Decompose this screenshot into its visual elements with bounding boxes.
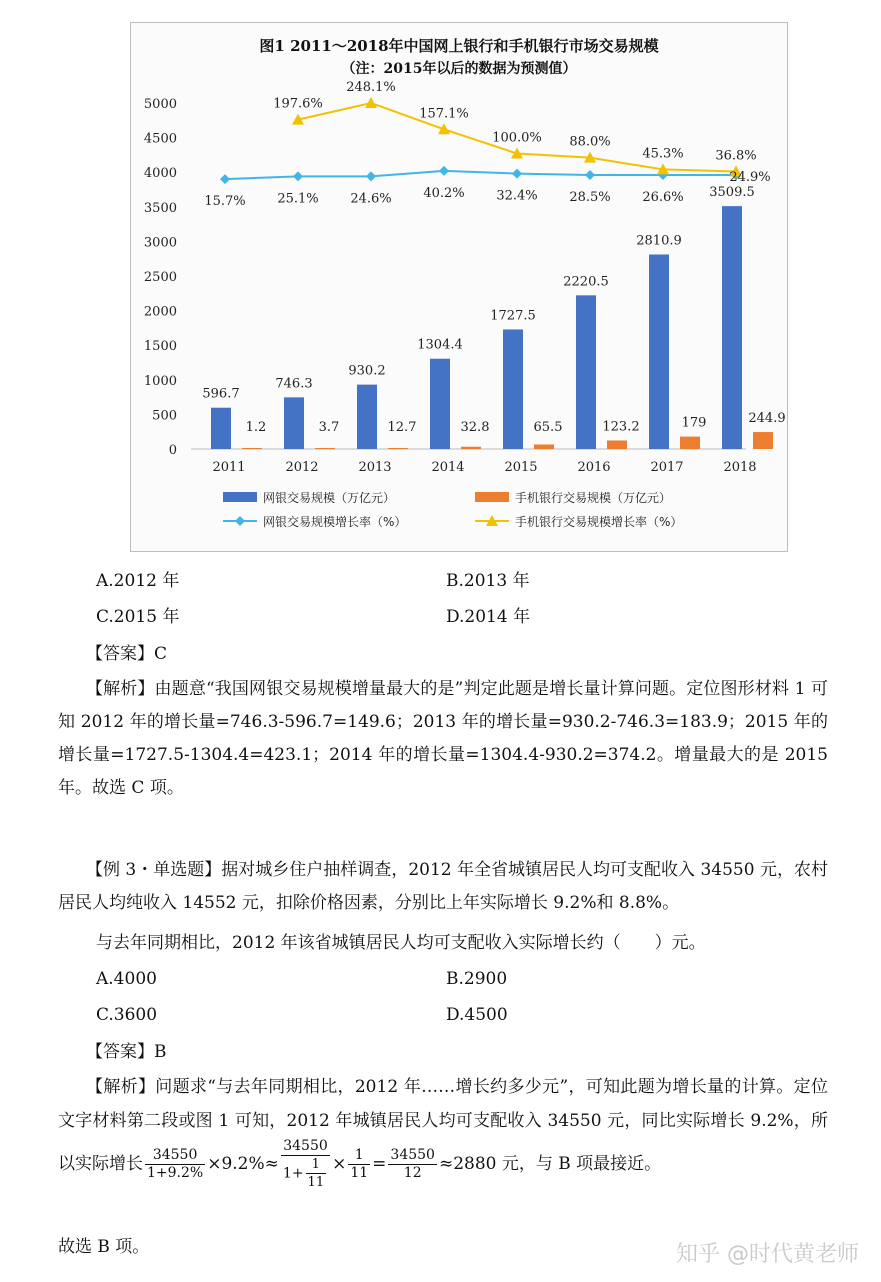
bar-mobile-label: 3.7 xyxy=(318,420,340,435)
bar-net-label: 930.2 xyxy=(348,363,386,379)
bar-net-label: 2220.5 xyxy=(563,274,609,290)
chart-figure xyxy=(130,22,788,552)
legend-label: 手机银行交易规模（万亿元） xyxy=(515,491,672,505)
bar-mobile-2011 xyxy=(242,448,262,449)
q3-option-d: D.4500 xyxy=(446,1005,508,1025)
bar-mobile-2017 xyxy=(680,437,700,449)
x-tick-label: 2018 xyxy=(723,460,757,475)
bar-mobile-2016 xyxy=(607,440,627,449)
q3-analysis-label: 【解析】 xyxy=(86,1077,156,1097)
x-tick-label: 2017 xyxy=(650,460,684,475)
line-net-growth-point xyxy=(585,170,595,180)
mobile-growth-label: 157.1% xyxy=(419,106,469,122)
line-net-growth-point xyxy=(512,169,522,179)
net-growth-label: 24.6% xyxy=(350,191,392,207)
bar-net-2016 xyxy=(576,295,596,449)
q2-option-b: B.2013 年 xyxy=(446,571,530,591)
chart-subtitle: （注：2015年以后的数据为预测值） xyxy=(341,61,577,77)
net-growth-label: 32.4% xyxy=(496,188,538,204)
y-tick-label: 3500 xyxy=(143,200,177,216)
bar-mobile-label: 65.5 xyxy=(533,420,563,435)
x-tick-label: 2014 xyxy=(431,460,465,475)
y-tick-label: 1000 xyxy=(143,373,177,389)
q2-analysis-text: 由题意“我国网银交易规模增量最大的是”判定此题是增长量计算问题。定位图形材料 1 可知 2012 年的增长量=746.3-596.7=149.6；2013 年的增长量=930.2-746.3=183.9；2015 年的增长量=1727.5-1304.4=423.1；2014 年的增长量=1304.4-930.2=374.2。增量最大的是 2015 年。故选 C 项。 xyxy=(58,679,828,798)
net-growth-label: 40.2% xyxy=(423,185,465,201)
bar-mobile-2018 xyxy=(753,432,773,449)
bar-mobile-label: 32.8 xyxy=(460,420,490,435)
q3-analysis-text: 问题求“与去年同期相比，2012 年……增长约多少元”，可知此题为增长量的计算。定位文字材料第二段或图 1 可知，2012 年城镇居民人均可支配收入 34550 元，同比实际增长 9.2%，所以实际增长 xyxy=(58,1077,828,1174)
bar-mobile-2013 xyxy=(388,448,408,449)
bar-net-label: 596.7 xyxy=(202,386,240,402)
q3-stem xyxy=(58,854,828,920)
formula-fraction-4: $\frac{34550}{12}$ xyxy=(390,1147,435,1181)
y-tick-label: 2500 xyxy=(143,270,177,285)
bar-mobile-2015 xyxy=(534,444,554,449)
x-tick-label: 2011 xyxy=(212,460,246,475)
mobile-growth-label: 88.0% xyxy=(569,134,611,150)
bar-net-label: 2810.9 xyxy=(636,233,682,249)
net-growth-label: 15.7% xyxy=(204,194,246,210)
bar-mobile-label: 244.9 xyxy=(748,411,786,427)
y-tick-label: 1500 xyxy=(143,339,177,355)
legend-label: 手机银行交易规模增长率（%） xyxy=(515,515,683,529)
q3-option-c: C.3600 xyxy=(96,1005,158,1025)
mobile-growth-label: 36.8% xyxy=(715,148,757,164)
legend-label: 网银交易规模（万亿元） xyxy=(263,491,396,505)
y-tick-label: 4500 xyxy=(143,131,177,147)
y-tick-label: 500 xyxy=(152,408,177,424)
formula-fraction-3: $\frac{1}{11}$ xyxy=(350,1147,369,1181)
bar-net-2013 xyxy=(357,385,377,449)
chart-title: 图1 2011～2018年中国网上银行和手机银行市场交易规模 xyxy=(259,37,659,55)
q3-option-b: B.2900 xyxy=(446,969,508,989)
q3-stem1: 据对城乡住户抽样调查，2012 年全省城镇居民人均可支配收入 34550 元，农村居民人均纯收入 14552 元，扣除价格因素，分别比上年实际增长 9.2%和 8.8%。 xyxy=(58,860,828,913)
formula-op-3: = xyxy=(372,1154,387,1174)
mobile-growth-label: 45.3% xyxy=(642,146,684,162)
q2-option-a: A.2012 年 xyxy=(96,571,180,591)
formula-tail: ≈2880 元，与 B 项最接近。 xyxy=(438,1154,662,1174)
q2-analysis xyxy=(58,673,828,805)
q2-answer: 【答案】C xyxy=(86,644,168,664)
bar-net-2012 xyxy=(284,397,304,449)
x-tick-label: 2015 xyxy=(504,460,538,475)
line-net-growth-point xyxy=(366,171,376,181)
mobile-growth-label: 248.1% xyxy=(346,80,396,95)
mobile-growth-label: 100.0% xyxy=(492,130,542,146)
legend-swatch xyxy=(223,492,257,502)
bar-net-2017 xyxy=(649,254,669,449)
x-tick-label: 2013 xyxy=(358,460,392,475)
y-tick-label: 2000 xyxy=(143,304,177,320)
line-mobile-growth-point xyxy=(365,97,377,108)
mobile-growth-label: 197.6% xyxy=(273,96,323,112)
formula-fraction-2: 34550 1+ $\frac{1}{11}$ xyxy=(281,1138,330,1191)
bar-net-label: 1304.4 xyxy=(417,337,463,353)
formula-op-1: ×9.2%≈ xyxy=(207,1154,279,1174)
bar-net-2018 xyxy=(722,206,742,449)
legend-label: 网银交易规模增长率（%） xyxy=(263,515,407,529)
formula-fraction-1: $\frac{34550}{1+9.2\%}$ xyxy=(147,1147,204,1181)
chart-svg xyxy=(131,23,787,551)
bar-mobile-2012 xyxy=(315,448,335,449)
y-tick-label: 0 xyxy=(168,443,177,458)
q2-option-c: C.2015 年 xyxy=(96,607,180,627)
net-growth-label: 28.5% xyxy=(569,189,611,205)
bar-mobile-label: 1.2 xyxy=(245,420,267,435)
bar-mobile-label: 123.2 xyxy=(602,419,640,435)
x-tick-label: 2012 xyxy=(285,460,319,475)
q3-stem2: 与去年同期相比，2012 年该省城镇居民人均可支配收入实际增长约（ ）元。 xyxy=(96,933,706,953)
line-net-growth-point xyxy=(439,166,449,176)
q2-option-d: D.2014 年 xyxy=(446,607,531,627)
line-net-growth-point xyxy=(220,174,230,184)
watermark: 知乎 @时代黄老师 xyxy=(676,1242,859,1267)
q2-analysis-label: 【解析】 xyxy=(86,679,155,699)
net-growth-label: 24.9% xyxy=(729,169,771,185)
y-tick-label: 3000 xyxy=(143,235,177,251)
bar-mobile-label: 179 xyxy=(681,415,707,431)
y-tick-label: 5000 xyxy=(143,97,177,112)
bar-net-label: 3509.5 xyxy=(709,185,755,201)
bar-net-2014 xyxy=(430,359,450,449)
q3-conclusion: 故选 B 项。 xyxy=(58,1237,150,1257)
bar-net-2011 xyxy=(211,408,231,449)
legend-swatch xyxy=(475,492,509,502)
q3-answer: 【答案】B xyxy=(86,1042,167,1062)
y-tick-label: 4000 xyxy=(143,166,177,182)
line-net-growth-point xyxy=(293,171,303,181)
formula-op-2: × xyxy=(332,1154,347,1174)
q3-label: 【例 3・单选题】 xyxy=(86,860,222,880)
q3-option-a: A.4000 xyxy=(96,969,157,989)
bar-net-label: 1727.5 xyxy=(490,308,536,324)
bar-mobile-label: 12.7 xyxy=(387,420,417,435)
q3-analysis xyxy=(58,1070,828,1191)
x-tick-label: 2016 xyxy=(577,460,611,475)
net-growth-label: 26.6% xyxy=(642,189,684,205)
bar-net-label: 746.3 xyxy=(275,376,313,392)
legend-marker xyxy=(235,516,245,526)
bar-net-2015 xyxy=(503,329,523,449)
net-growth-label: 25.1% xyxy=(277,191,319,207)
bar-mobile-2014 xyxy=(461,447,481,449)
